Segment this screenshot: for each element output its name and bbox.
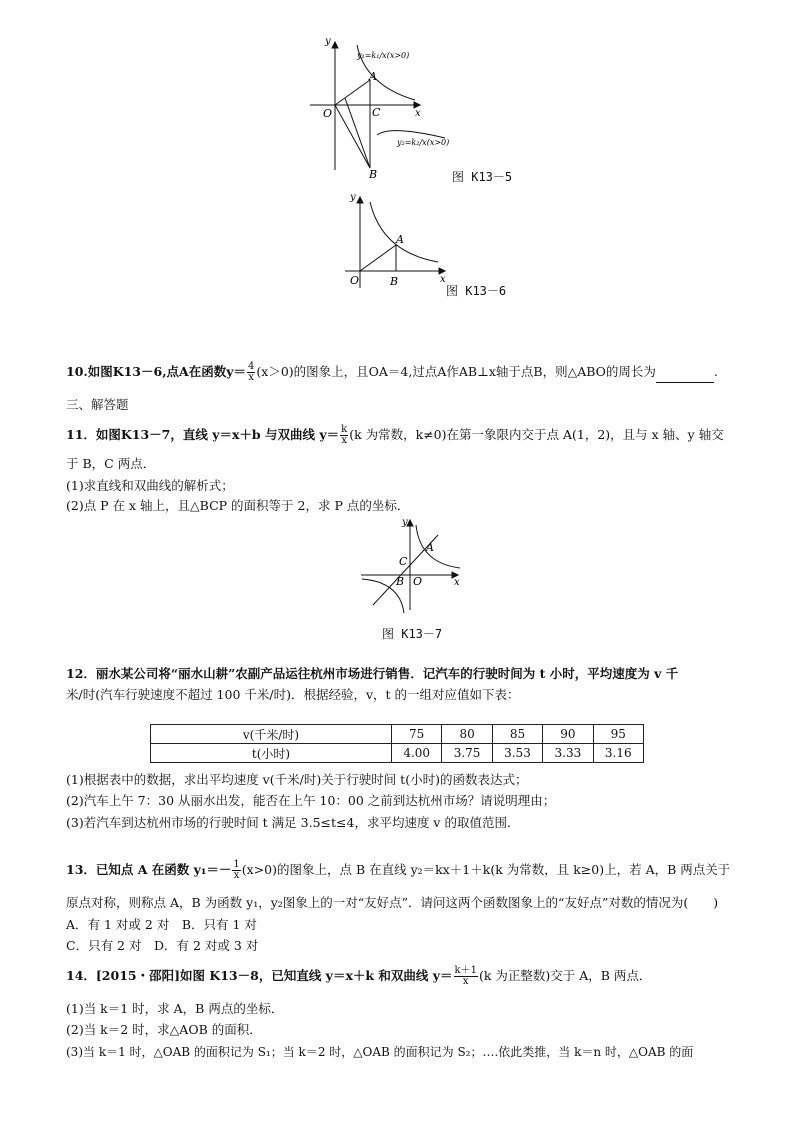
question-10: 10.如图K13－6,点A在函数y＝ $\frac{4}{x}$ (x＞0)的图象上，且OA＝4,过点A作AB⊥x轴于点B，则△ABO的周长为 . — [66, 361, 718, 383]
speed-time-table — [150, 724, 644, 763]
table-cell: 90 — [543, 725, 593, 744]
table-cell: 3.16 — [593, 744, 643, 763]
question-14-sub1: (1)当 k＝1 时，求 A，B 两点的坐标． — [66, 1001, 284, 1016]
table-row — [151, 725, 644, 744]
question-13-options-ab: A．有 1 对或 2 对 B．只有 1 对 — [66, 917, 257, 932]
question-11-line2: 于 B，C 两点． — [66, 456, 156, 471]
figure-k13-6 — [340, 192, 450, 292]
question-12-line2: 米/时(汽车行驶速度不超过 100 千米/时)．根据经验，v，t 的一组对应值如下表： — [66, 687, 520, 702]
fig6-point-a: A — [396, 233, 404, 246]
fig5-caption: 图 K13－5 — [452, 170, 513, 184]
question-13-options-cd: C．只有 2 对 D．有 2 对或 3 对 — [66, 938, 259, 953]
question-12-sub3: (3)若汽车到达杭州市场的行驶时间 t 满足 3.5≤t≤4，求平均速度 v 的取值范围． — [66, 815, 520, 830]
table-cell: 95 — [593, 725, 643, 744]
figure-k13-5 — [305, 30, 455, 180]
answer-blank — [656, 370, 714, 383]
fig6-point-b: B — [390, 275, 399, 288]
question-14-sub3: (3)当 k＝1 时，△OAB 的面积记为 S₁；当 k＝2 时，△OAB 的面积记为 S₂；….依此类推，当 k＝n 时，△OAB 的面 — [66, 1045, 694, 1059]
fig5-axis-y: y — [325, 36, 331, 47]
fig7-point-a: A — [426, 541, 434, 554]
fig7-origin: O — [413, 575, 423, 588]
question-13-line1: 13．已知点 A 在函数 y₁＝－ $\frac{1}{x}$ (x>0)的图象上，点 B 在直线 y₂＝kx＋1＋k(k 为常数，且 k≥0)上，若 A，B 两点关于 — [66, 859, 731, 881]
fig7-point-c: C — [399, 555, 408, 568]
question-13-line2: 原点对称，则称点 A，B 为函数 y₁，y₂图象上的一对“友好点”．请问这两个函数图象上的“友好点”对数的情况为( ) — [66, 895, 719, 910]
fig6-axis-y: y — [350, 192, 356, 203]
question-11-sub1: (1)求直线和双曲线的解析式； — [66, 478, 234, 493]
fig5-axis-x: x — [415, 108, 421, 119]
table-row — [151, 744, 644, 763]
table-row-head: v(千米/时) — [151, 725, 392, 744]
fig7-caption: 图 K13－7 — [382, 627, 443, 641]
fig5-y2-label: y₂=k₂/x(x>0) — [397, 138, 450, 147]
fig5-origin: O — [323, 107, 333, 120]
figure-k13-7 — [358, 515, 468, 615]
fig5-y1-label: y₁=k₁/x(x>0) — [357, 51, 410, 60]
table-cell: 3.53 — [492, 744, 542, 763]
section-heading: 三、解答题 — [66, 397, 129, 412]
question-14-sub2: (2)当 k＝2 时，求△AOB 的面积． — [66, 1022, 262, 1037]
table-cell: 85 — [492, 725, 542, 744]
table-cell: 4.00 — [392, 744, 442, 763]
table-cell: 80 — [442, 725, 492, 744]
fig6-axis-x: x — [440, 274, 446, 285]
fig6-origin: O — [350, 274, 360, 287]
fig6-caption: 图 K13－6 — [446, 284, 507, 298]
table-cell: 75 — [392, 725, 442, 744]
table-cell: 3.75 — [442, 744, 492, 763]
fig7-axis-x: x — [454, 577, 460, 588]
fig7-axis-y: y — [402, 517, 408, 528]
fig5-point-c: C — [372, 106, 381, 119]
question-11-line1: 11．如图K13－7，直线 y＝x＋b 与双曲线 y＝ $\frac{k}{x}$ (k 为常数，k≠0)在第一象限内交于点 A(1，2)，且与 x 轴、y 轴交 — [66, 424, 724, 446]
question-12-line1: 12．丽水某公司将“丽水山耕”农副产品运往杭州市场进行销售．记汽车的行驶时间为 t 小时，平均速度为 v 千 — [66, 666, 679, 681]
question-12-sub1: (1)根据表中的数据，求出平均速度 v(千米/时)关于行驶时间 t(小时)的函数表达式； — [66, 772, 528, 787]
table-cell: 3.33 — [543, 744, 593, 763]
question-12-sub2: (2)汽车上午 7：30 从丽水出发，能否在上午 10：00 之前到达杭州市场？请说明理由； — [66, 793, 556, 808]
fig7-point-b: B — [396, 575, 405, 588]
fig5-point-b: B — [369, 168, 378, 180]
table-row-head: t(小时) — [151, 744, 392, 763]
fig5-point-a: A — [369, 70, 377, 83]
question-14-line1: 14．[2015・邵阳]如图 K13－8，已知直线 y＝x＋k 和双曲线 y＝ $\frac{k+1}{x}$ (k 为正整数)交于 A，B 两点． — [66, 965, 652, 987]
question-11-sub2: (2)点 P 在 x 轴上，且△BCP 的面积等于 2，求 P 点的坐标． — [66, 498, 410, 513]
